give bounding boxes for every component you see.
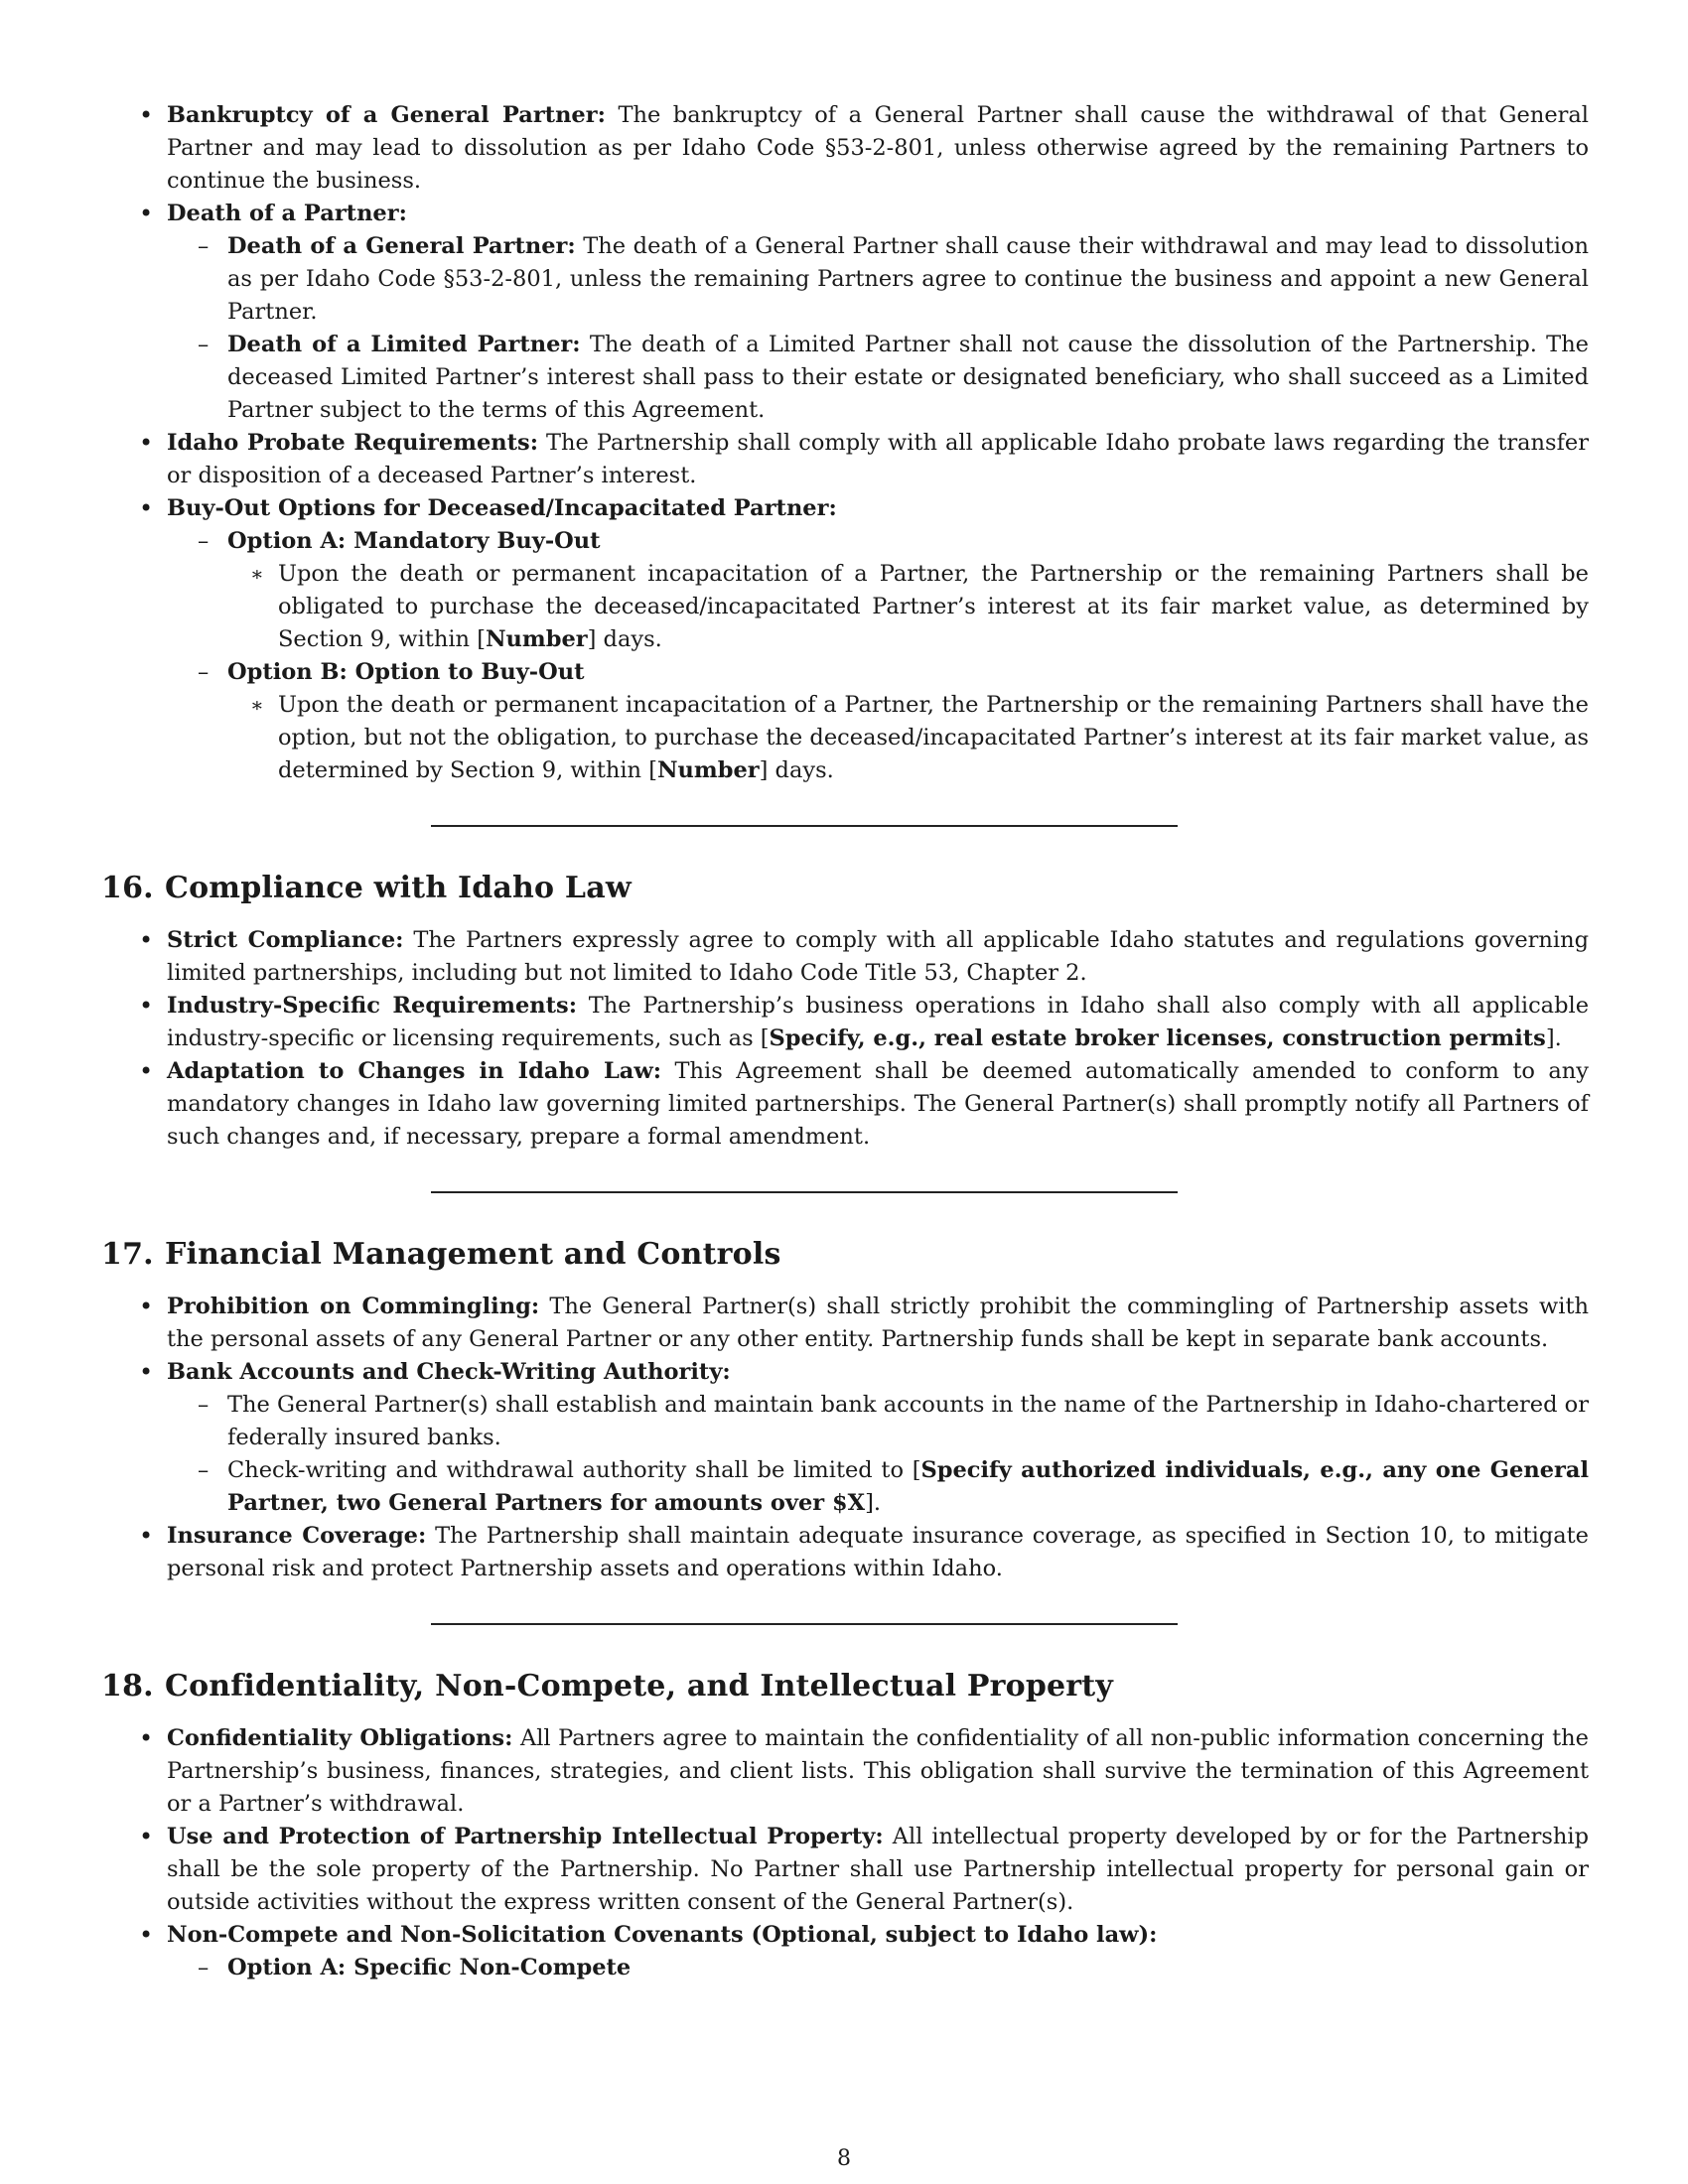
item-label: Buy-Out Options for Deceased/Incapacitated Partner: bbox=[167, 495, 837, 521]
item-label: Option A: Specific Non-Compete bbox=[227, 1955, 632, 1980]
section-title: Financial Management and Controls bbox=[165, 1237, 781, 1272]
sublist-item-option-a bbox=[227, 1952, 1589, 1984]
item-text: ]. bbox=[1545, 1025, 1562, 1051]
sublist-item-option-b bbox=[227, 656, 1589, 787]
item-label: Prohibition on Commingling: bbox=[167, 1294, 540, 1319]
option-b-list bbox=[227, 689, 1589, 787]
item-label: Bankruptcy of a General Partner: bbox=[167, 102, 606, 128]
option-a-list bbox=[227, 558, 1589, 656]
item-label: Use and Protection of Partnership Intellectual Property: bbox=[167, 1824, 884, 1849]
sublist-item-general-partner bbox=[227, 230, 1589, 329]
section-heading-17 bbox=[101, 1235, 1589, 1275]
text-segment: Upon the death or permanent incapacitation of a Partner, the Partnership or the remaining Partners shall have the option, but not the obligation, to purchase the deceased/incapacitated Partner’s interest at its fair market value, as determined by Section 9, within [ bbox=[278, 692, 1589, 783]
item-label: Option A: Mandatory Buy-Out bbox=[227, 528, 601, 554]
item-label: Non-Compete and Non-Solicitation Covenants (Optional, subject to Idaho law): bbox=[167, 1922, 1158, 1948]
page-number: 8 bbox=[837, 2146, 851, 2171]
list-item-strict-compliance bbox=[167, 924, 1589, 990]
sublist-item-bank-2 bbox=[227, 1454, 1589, 1520]
item-text: The Partnership shall comply with all applicable Idaho probate laws regarding the transfer or disposition of a deceased Partner’s interest. bbox=[167, 430, 1589, 488]
item-label: Industry-Specific Requirements: bbox=[167, 993, 578, 1019]
section-heading-18 bbox=[101, 1667, 1589, 1706]
list-item-bankruptcy bbox=[167, 99, 1589, 198]
option-b-text bbox=[278, 689, 1589, 787]
item-text: The death of a Limited Partner shall not cause the dissolution of the Partnership. The deceased Limited Partner’s interest shall pass to their estate or designated beneficiary, who shall succeed as a Limited Partner subject to the terms of this Agreement. bbox=[227, 332, 1589, 423]
item-text: ]. bbox=[865, 1490, 882, 1516]
list-item-industry bbox=[167, 990, 1589, 1055]
list-item-non-compete bbox=[167, 1919, 1589, 1984]
list-item-bank-accounts bbox=[167, 1356, 1589, 1520]
sublist-item-limited-partner bbox=[227, 329, 1589, 427]
bank-sublist bbox=[167, 1389, 1589, 1520]
section-number: 18. bbox=[101, 1669, 154, 1704]
option-a-text bbox=[278, 558, 1589, 656]
section-title: Confidentiality, Non-Compete, and Intellectual Property bbox=[165, 1669, 1113, 1704]
non-compete-sublist bbox=[167, 1952, 1589, 1984]
item-text: The death of a General Partner shall cause their withdrawal and may lead to dissolution as per Idaho Code §53-2-801, unless the remaining Partners agree to continue the business and appoint a new General Partner. bbox=[227, 233, 1589, 325]
item-text: The Partnership’s business operations in Idaho shall also comply with all applicable industry-specific or licensing requirements, such as [ bbox=[167, 993, 1590, 1051]
text-segment: ] days. bbox=[587, 626, 662, 652]
sublist-item-bank-1: – The General Partner(s) shall establish and maintain bank accounts in the name of the Partnership in Idaho-chartered or federally insured banks. bbox=[227, 1389, 1589, 1454]
item-label: Death of a Partner: bbox=[167, 201, 407, 226]
item-label: Insurance Coverage: bbox=[167, 1523, 427, 1549]
item-text: The General Partner(s) shall strictly prohibit the commingling of Partnership assets with the personal assets of any General Partner or any other entity. Partnership funds shall be kept in separate bank accounts. bbox=[167, 1294, 1589, 1352]
continued-list bbox=[167, 99, 1589, 787]
item-label: Bank Accounts and Check-Writing Authority: bbox=[167, 1359, 731, 1385]
item-text: This Agreement shall be deemed automatically amended to conform to any mandatory changes in Idaho law governing limited partnerships. The General Partner(s) shall promptly notify all Partners of such changes and, if necessary, prepare a formal amendment. bbox=[167, 1058, 1590, 1150]
list-item-probate bbox=[167, 427, 1589, 492]
section-18-list bbox=[167, 1722, 1589, 1984]
item-text: Check-writing and withdrawal authority shall be limited to [ bbox=[227, 1457, 921, 1483]
item-text: The Partners expressly agree to comply with all applicable Idaho statutes and regulations governing limited partnerships, including but not limited to Idaho Code Title 53, Chapter 2. bbox=[167, 927, 1590, 986]
list-item-intellectual-property bbox=[167, 1821, 1589, 1919]
list-item-confidentiality bbox=[167, 1722, 1589, 1821]
section-17-list bbox=[167, 1291, 1589, 1585]
item-label: Death of a General Partner: bbox=[227, 233, 576, 259]
item-label: Idaho Probate Requirements: bbox=[167, 430, 539, 456]
text-segment: Upon the death or permanent incapacitation of a Partner, the Partnership or the remaining Partners shall be obligated to purchase the deceased/incapacitated Partner’s interest at its fair market value, as determined by Section 9, within [ bbox=[278, 561, 1589, 652]
section-number: 17. bbox=[101, 1237, 154, 1272]
placeholder-field: Specify, e.g., real estate broker licenses, construction permits bbox=[769, 1025, 1546, 1051]
text-segment: ] days. bbox=[759, 757, 834, 783]
section-divider bbox=[431, 1623, 1178, 1625]
item-text: The Partnership shall maintain adequate insurance coverage, as specified in Section 10, to mitigate personal risk and protect Partnership assets and operations within Idaho. bbox=[167, 1523, 1589, 1581]
list-item-adaptation bbox=[167, 1055, 1589, 1154]
sublist-item-option-a bbox=[227, 525, 1589, 656]
item-text: The bankruptcy of a General Partner shall cause the withdrawal of that General Partner and may lead to dissolution as per Idaho Code §53-2-801, unless otherwise agreed by the remaining Partners to continue the business. bbox=[167, 102, 1589, 194]
section-16-list bbox=[167, 924, 1589, 1154]
section-number: 16. bbox=[101, 871, 154, 905]
section-divider bbox=[431, 825, 1178, 827]
page-content bbox=[101, 99, 1590, 1984]
item-text: All Partners agree to maintain the confidentiality of all non-public information concerning the Partnership’s business, finances, strategies, and client lists. This obligation shall survive the termination of this Agreement or a Partner’s withdrawal. bbox=[167, 1725, 1589, 1817]
death-sublist bbox=[167, 230, 1589, 427]
placeholder-field: Number bbox=[485, 626, 588, 652]
placeholder-field: Specify authorized individuals, e.g., any one General Partner, two General Partners for amounts over $X bbox=[227, 1457, 1589, 1516]
item-label: Confidentiality Obligations: bbox=[167, 1725, 513, 1751]
list-item-death bbox=[167, 198, 1589, 427]
section-title: Compliance with Idaho Law bbox=[165, 871, 632, 905]
list-item-insurance bbox=[167, 1520, 1589, 1585]
item-label: Strict Compliance: bbox=[167, 927, 404, 953]
section-heading-16 bbox=[101, 869, 1589, 908]
item-label: Option B: Option to Buy-Out bbox=[227, 659, 585, 685]
section-divider bbox=[431, 1191, 1178, 1193]
placeholder-field: Number bbox=[656, 757, 760, 783]
item-label: Adaptation to Changes in Idaho Law: bbox=[167, 1058, 662, 1084]
item-label: Death of a Limited Partner: bbox=[227, 332, 581, 357]
list-item-commingling bbox=[167, 1291, 1589, 1356]
item-text: All intellectual property developed by or for the Partnership shall be the sole property of the Partnership. No Partner shall use Partnership intellectual property for personal gain or outside activities without the express written consent of the General Partner(s). bbox=[167, 1824, 1590, 1915]
list-item-buyout bbox=[167, 492, 1589, 787]
buyout-sublist bbox=[167, 525, 1589, 787]
